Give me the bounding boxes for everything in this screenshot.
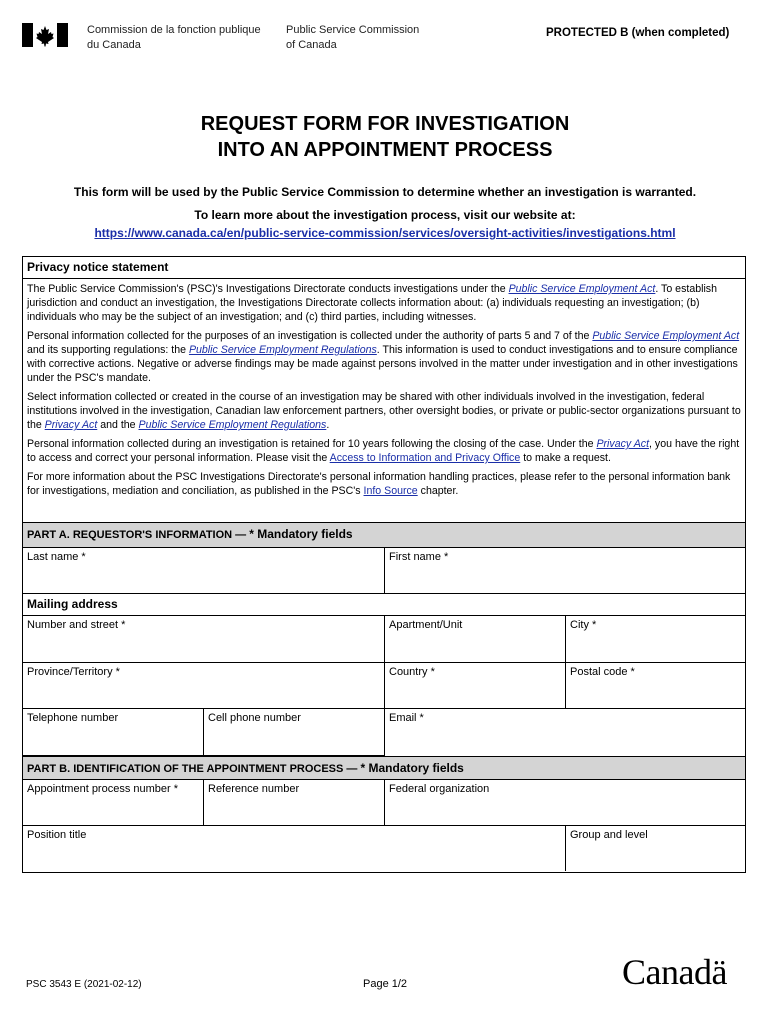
part-a-mandatory-note: * Mandatory fields <box>249 527 353 541</box>
page-number: Page 1/2 <box>363 978 408 990</box>
reference-number-field[interactable] <box>204 780 385 826</box>
number-street-field[interactable] <box>23 616 385 663</box>
privacy-paragraph-2 <box>27 329 741 385</box>
part-b-title: PART B. IDENTIFICATION OF THE APPOINTMENT PROCESS <box>27 763 344 775</box>
pse-act-link-2[interactable]: Public Service Employment Act <box>592 330 740 342</box>
federal-organization-label: Federal organization <box>389 783 490 795</box>
part-b-dash: — <box>343 763 361 775</box>
learn-more-text: To learn more about the investigation process, visit our website at: <box>194 208 576 222</box>
privacy-p2-text-b: and its supporting regulations: the <box>27 344 189 356</box>
privacy-p5-text-b: chapter. <box>417 485 459 497</box>
country-field[interactable] <box>385 663 566 709</box>
privacy-p3-text-a: Select information collected or created in the course of an investigation may be shared with other individuals involved in the investigation, federal institutions involved in the investigation, Canadian law enforcement partners, other oversight bodies, or private or public-sector organizations pursuant to the <box>27 391 741 431</box>
apartment-unit-field[interactable] <box>385 616 566 663</box>
reference-number-label: Reference number <box>208 783 300 795</box>
privacy-p2-text-a: Personal information collected for the purposes of an investigation is collected under the authority of parts 5 and 7 of the <box>27 330 593 342</box>
part-a-dash: — <box>232 529 250 541</box>
privacy-p4-text-c: to make a request. <box>520 452 611 464</box>
part-a-header <box>23 522 745 548</box>
privacy-p5-text-a: For more information about the PSC Investigations Directorate's personal information handling practices, please refer to the personal information bank for investigations, mediation and conciliation, as published in the PSC's <box>27 471 731 497</box>
canada-wordmark-text: Canadä <box>622 952 727 992</box>
investigations-url-link[interactable]: https://www.canada.ca/en/public-service-commission/services/oversight-activities/investigations.html <box>94 226 676 240</box>
canada-wordmark <box>622 952 750 998</box>
privacy-paragraph-3 <box>27 390 741 432</box>
part-a-title: PART A. REQUESTOR'S INFORMATION <box>27 529 233 541</box>
header-org-fr <box>87 23 261 53</box>
mailing-address-heading: Mailing address <box>23 594 745 616</box>
first-name-field[interactable] <box>385 548 745 594</box>
privacy-paragraph-5 <box>27 470 741 498</box>
city-label: City * <box>570 619 597 631</box>
country-label: Country * <box>389 666 435 678</box>
protected-label: PROTECTED B (when completed) <box>546 27 730 39</box>
telephone-label: Telephone number <box>27 712 119 724</box>
privacy-act-link-2[interactable]: Privacy Act <box>596 438 650 450</box>
cell-phone-label: Cell phone number <box>208 712 301 724</box>
privacy-p3-text-c: . <box>326 419 330 431</box>
part-b-mandatory-note: * Mandatory fields <box>360 761 464 775</box>
form-title-line1: REQUEST FORM FOR INVESTIGATION <box>200 113 570 135</box>
privacy-title: Privacy notice statement <box>23 257 745 279</box>
privacy-p1-text-b: . To establish jurisdiction and conduct an investigation, the Investigations Directorate collects information about: (a) individuals requesting an investigation; (b) individuals who may be the subject of an investigation; and (c) third parties, including witnesses. <box>27 283 717 323</box>
info-source-link[interactable]: Info Source <box>363 485 418 497</box>
process-number-label: Appointment process number * <box>27 783 179 795</box>
federal-organization-field[interactable] <box>385 780 745 826</box>
privacy-p2-text-c: . This information is used to conduct investigations and to ensure compliance with corrective actions. Negative or adverse findings may be made against persons involved in the matter under investigation and in other investigations under the PSC's mandate. <box>27 344 738 384</box>
pse-regulations-link[interactable]: Public Service Employment Regulations <box>188 344 377 356</box>
number-street-label: Number and street * <box>27 619 126 631</box>
privacy-p3-text-b: and the <box>97 419 139 431</box>
province-territory-label: Province/Territory * <box>27 666 120 678</box>
postal-code-label: Postal code * <box>570 666 635 678</box>
privacy-p4-text-b: , you have the right to access and correct your personal information. Please visit the <box>27 438 740 464</box>
form-code: PSC 3543 E (2021-02-12) <box>26 979 142 990</box>
header-org-en <box>286 23 419 53</box>
province-territory-field[interactable] <box>23 663 385 709</box>
org-name-fr-line1: Commission de la fonction publique <box>87 24 261 36</box>
cell-phone-field[interactable] <box>204 709 385 756</box>
postal-code-field[interactable] <box>566 663 745 709</box>
canada-flag-icon <box>22 23 68 47</box>
form-title-line2: INTO AN APPOINTMENT PROCESS <box>217 139 553 161</box>
privacy-paragraph-4 <box>27 437 741 465</box>
part-b-header <box>23 756 745 780</box>
atip-office-link[interactable]: Access to Information and Privacy Office <box>329 452 521 464</box>
email-field[interactable] <box>385 709 745 756</box>
telephone-field[interactable] <box>23 709 204 756</box>
form-purpose: This form will be used by the Public Service Commission to determine whether an investigation is warranted. <box>73 185 697 199</box>
org-name-en-line1: Public Service Commission <box>286 24 420 36</box>
pse-act-link[interactable]: Public Service Employment Act <box>508 283 656 295</box>
last-name-label: Last name * <box>27 551 86 563</box>
org-name-en-line2: of Canada <box>286 39 337 51</box>
privacy-p1-text-a: The Public Service Commission's (PSC)'s Investigations Directorate conducts investigations under the <box>27 283 509 295</box>
process-number-field[interactable] <box>23 780 204 826</box>
first-name-label: First name * <box>389 551 449 563</box>
city-field[interactable] <box>566 616 745 663</box>
group-level-label: Group and level <box>570 829 648 841</box>
position-title-field[interactable] <box>23 826 566 871</box>
email-label: Email * <box>389 712 424 724</box>
position-title-label: Position title <box>27 829 87 841</box>
privacy-p4-text-a: Personal information collected during an investigation is retained for 10 years following the closing of the case. Under the <box>27 438 597 450</box>
apartment-unit-label: Apartment/Unit <box>389 619 463 631</box>
pse-regulations-link-2[interactable]: Public Service Employment Regulations <box>138 419 327 431</box>
privacy-paragraph-1 <box>27 282 741 324</box>
privacy-notice-box <box>22 256 746 548</box>
org-name-fr-line2: du Canada <box>87 39 141 51</box>
form-fields-box <box>22 522 746 873</box>
privacy-act-link[interactable]: Privacy Act <box>44 419 98 431</box>
group-level-field[interactable] <box>566 826 745 871</box>
last-name-field[interactable] <box>23 548 385 594</box>
